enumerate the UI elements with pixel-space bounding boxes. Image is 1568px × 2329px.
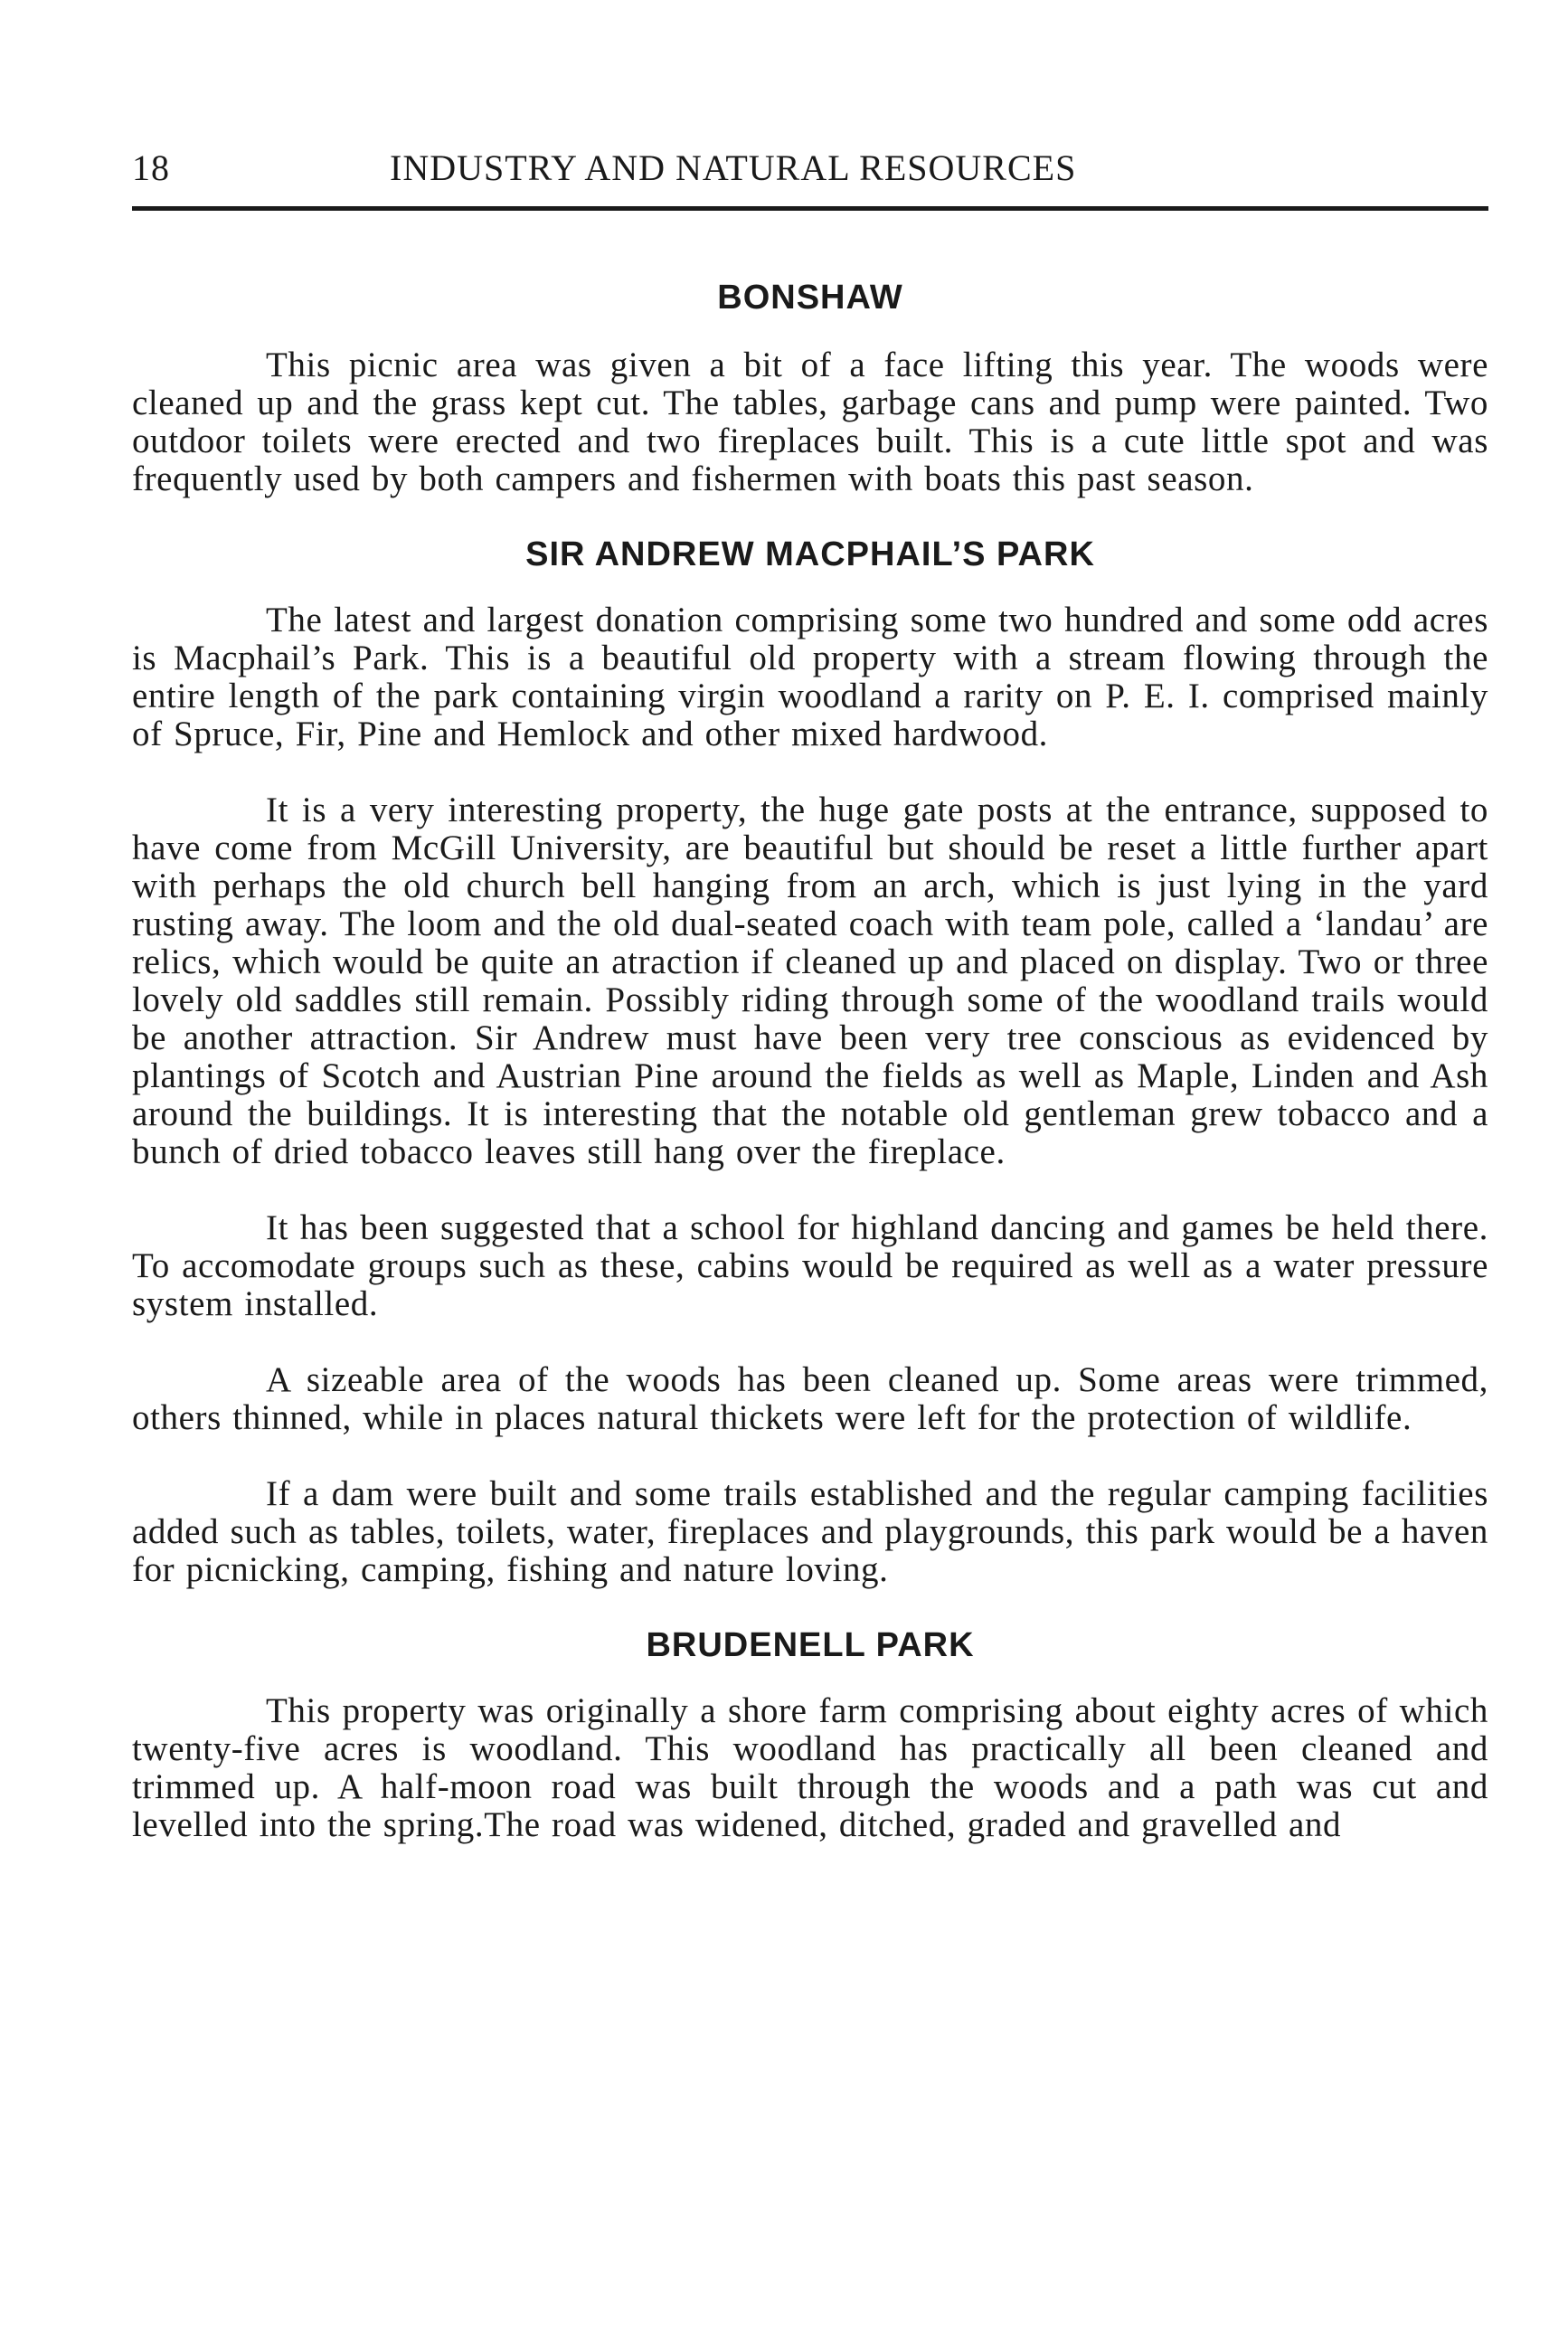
paragraph: If a dam were built and some trails established and the regular camping facilities added such as tables, toilets, water, fireplaces and playgrounds, this park would be a haven for picnicking, camping, fishing and nature loving.: [132, 1474, 1488, 1589]
header-rule: [132, 206, 1488, 211]
section-macphails-park: [132, 531, 1488, 1589]
running-header-title: INDUSTRY AND NATURAL RESOURCES: [390, 147, 1077, 188]
section-heading: BONSHAW: [717, 279, 903, 317]
paragraph: This property was originally a shore farm comprising about eighty acres of which twenty-five acres is woodland. This woodland has practically all been cleaned and trimmed up. A half-moon road was built through the woods and a path was cut and levelled into the spring.The road was widened, ditched, graded and gravelled and: [132, 1691, 1488, 1844]
section-bonshaw: [132, 274, 1488, 498]
paragraph: The latest and largest donation comprising some two hundred and some odd acres is Macphail’s Park. This is a beautiful old property with a stream flowing through the entire length of the park containing virgin woodland a rarity on P. E. I. comprised mainly of Spruce, Fir, Pine and Hemlock and other mixed hardwood.: [132, 601, 1488, 753]
paragraph: A sizeable area of the woods has been cleaned up. Some areas were trimmed, others thinned, while in places natural thickets were left for the protection of wildlife.: [132, 1360, 1488, 1437]
paragraph: It has been suggested that a school for highland dancing and games be held there. To accomodate groups such as these, cabins would be required as well as a water pressure system installed.: [132, 1208, 1488, 1323]
page-number: 18: [132, 147, 170, 188]
paragraph: This picnic area was given a bit of a face lifting this year. The woods were cleaned up and the grass kept cut. The tables, garbage cans and pump were painted. Two outdoor toilets were erected and two fireplaces built. This is a cute little spot and was frequently used by both campers and fishermen with boats this past season.: [132, 346, 1488, 498]
running-header: [132, 136, 1488, 199]
document-page: [132, 136, 1488, 1844]
section-heading: SIR ANDREW MACPHAIL’S PARK: [525, 535, 1095, 573]
section-brudenell-park: [132, 1622, 1488, 1844]
paragraph: It is a very interesting property, the huge gate posts at the entrance, supposed to have come from McGill University, are beautiful but should be reset a little further apart with perhaps the old church bell hanging from an arch, which is just lying in the yard rusting away. The loom and the old dual-seated coach with team pole, called a ‘landau’ are relics, which would be quite an atraction if cleaned up and placed on display. Two or three lovely old saddles still remain. Possibly riding through some of the woodland trails would be another attraction. Sir Andrew must have been very tree conscious as evidenced by plantings of Scotch and Austrian Pine around the fields as well as Maple, Linden and Ash around the buildings. It is interesting that the notable old gentleman grew tobacco and a bunch of dried tobacco leaves still hang over the fireplace.: [132, 791, 1488, 1171]
section-heading: BRUDENELL PARK: [646, 1626, 975, 1664]
